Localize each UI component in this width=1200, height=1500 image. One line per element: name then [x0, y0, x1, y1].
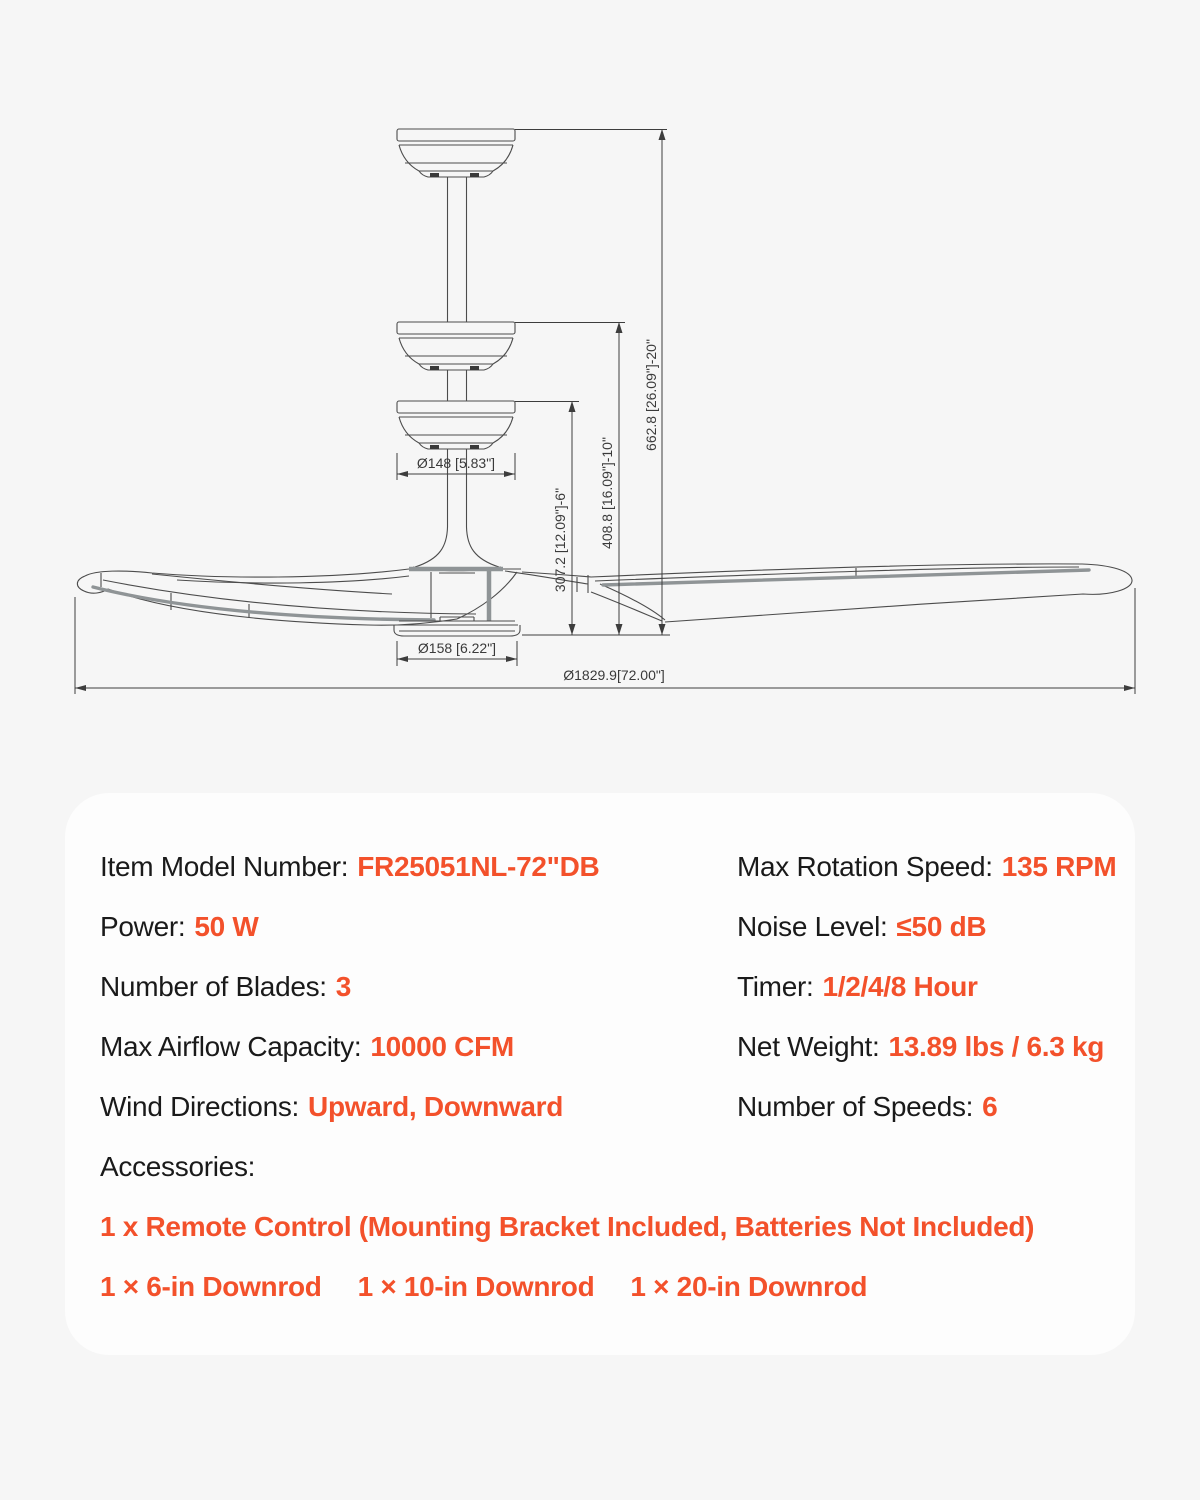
spec-label: Power:	[100, 911, 186, 942]
spec-row-airflow	[100, 1017, 737, 1077]
spec-row-wind-directions	[100, 1077, 737, 1137]
spec-label: Noise Level:	[737, 911, 888, 942]
dim-label-canopy-diameter: Ø148 [5.83"]	[416, 455, 496, 471]
spec-value: Upward, Downward	[308, 1091, 564, 1122]
dim-label-drop-10in: 408.8 [16.09"]-10"	[599, 437, 615, 549]
spec-label: Number of Blades:	[100, 971, 327, 1002]
spec-row-noise-level	[737, 897, 1116, 957]
spec-columns	[100, 837, 1117, 1137]
spec-value-downrod-10: 1 × 10-in Downrod	[357, 1271, 595, 1302]
spec-label: Max Rotation Speed:	[737, 851, 993, 882]
spec-row-accessories-heading	[100, 1137, 1100, 1197]
spec-label: Accessories:	[100, 1151, 256, 1182]
spec-row-power	[100, 897, 737, 957]
spec-value: 6	[982, 1091, 998, 1122]
spec-column-left	[100, 837, 737, 1137]
spec-value: 135 RPM	[1001, 851, 1117, 882]
spec-row-blades	[100, 957, 737, 1017]
spec-row-rotation-speed	[737, 837, 1116, 897]
spec-value-downrod-20: 1 × 20-in Downrod	[630, 1271, 868, 1302]
spec-label: Wind Directions:	[100, 1091, 300, 1122]
dim-label-drop-6in: 307.2 [12.09"]-6"	[552, 487, 568, 593]
spec-value: 13.89 lbs / 6.3 kg	[888, 1031, 1105, 1062]
spec-row-downrods	[100, 1257, 1100, 1317]
canopy-middle	[397, 322, 515, 370]
spec-value: 50 W	[194, 911, 259, 942]
spec-value: 10000 CFM	[370, 1031, 514, 1062]
spec-label: Timer:	[737, 971, 814, 1002]
spec-value: ≤50 dB	[896, 911, 987, 942]
spec-row-speeds	[737, 1077, 1116, 1137]
spec-value: 1 x Remote Control (Mounting Bracket Included, Batteries Not Included)	[100, 1211, 1035, 1242]
spec-row-timer	[737, 957, 1116, 1017]
spec-value-downrod-6: 1 × 6-in Downrod	[100, 1271, 322, 1302]
spec-row-remote-control	[100, 1197, 1100, 1257]
dim-label-blade-sweep: Ø1829.9[72.00"]	[563, 667, 665, 683]
dim-label-drop-20in: 662.8 [26.09"]-20"	[643, 339, 659, 451]
spec-row-net-weight	[737, 1017, 1116, 1077]
spec-panel	[65, 793, 1135, 1355]
spec-label: Max Airflow Capacity:	[100, 1031, 362, 1062]
spec-label: Item Model Number:	[100, 851, 349, 882]
spec-row-item-model	[100, 837, 737, 897]
spec-value: 3	[335, 971, 352, 1002]
spec-value: FR25051NL-72"DB	[357, 851, 600, 882]
canopy-top	[397, 129, 515, 177]
spec-label: Net Weight:	[737, 1031, 880, 1062]
spec-value: 1/2/4/8 Hour	[822, 971, 978, 1002]
spec-label: Number of Speeds:	[737, 1091, 974, 1122]
canopy-bottom	[397, 401, 515, 449]
dim-label-cap-diameter: Ø158 [6.22"]	[417, 640, 497, 656]
spec-column-right	[737, 837, 1116, 1137]
